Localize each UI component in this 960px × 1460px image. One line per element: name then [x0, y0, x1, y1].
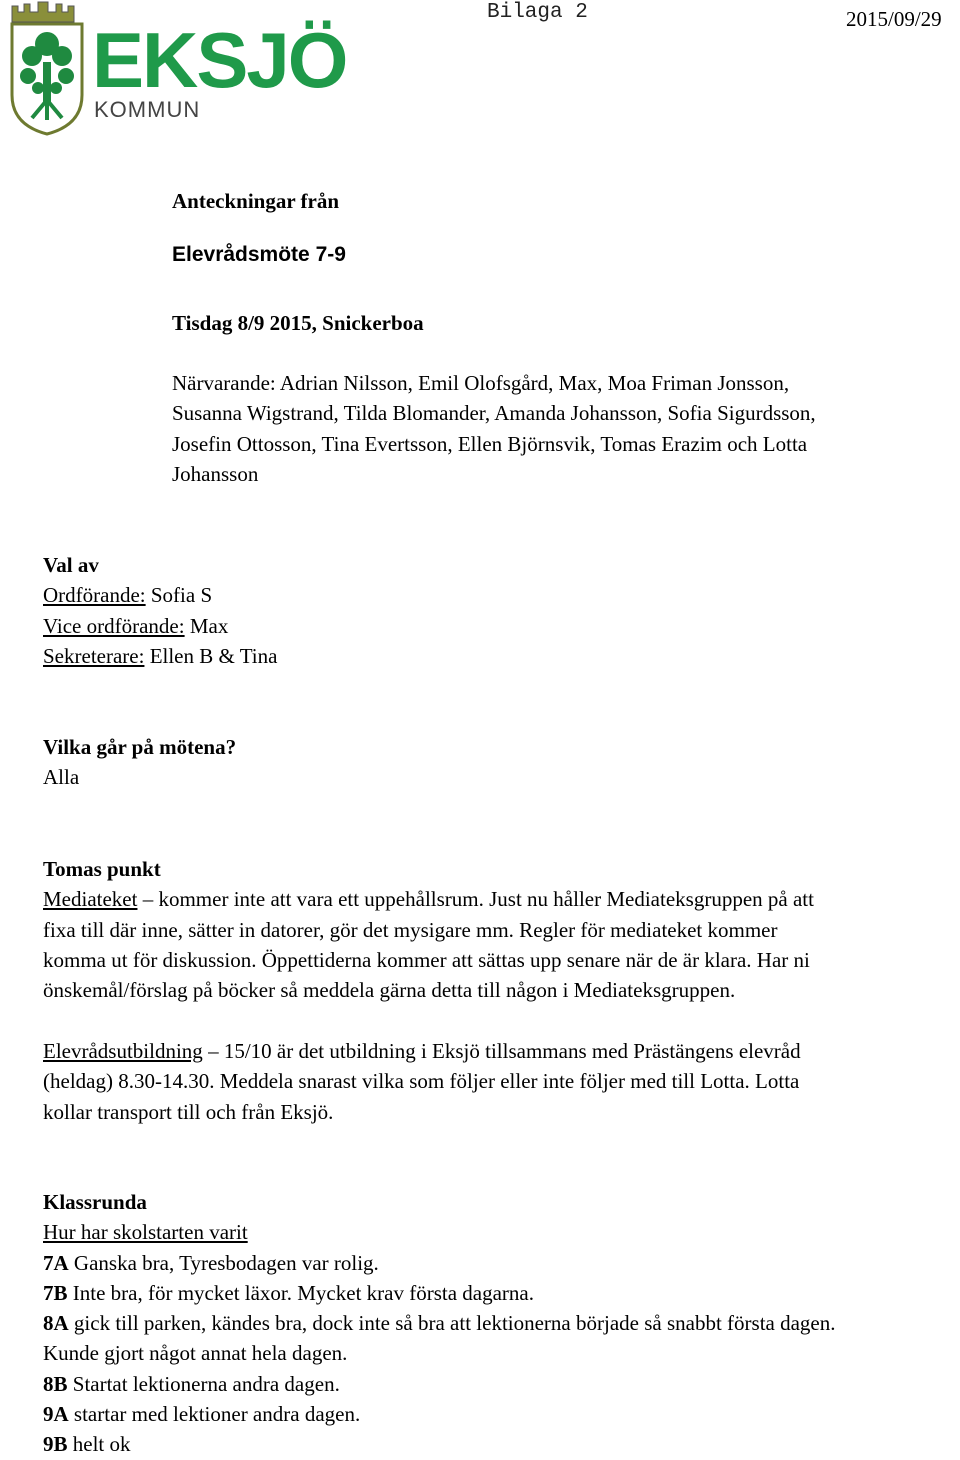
mediateket-line-1: Mediateket – kommer inte att vara ett uppehållsrum. Just nu håller Mediateksgruppen på att	[43, 887, 814, 912]
utbildning-section	[43, 1036, 953, 1127]
mediateket-line-3: komma ut för diskussion. Öppettiderna kommer att sättas upp senare när de är klara. Har ni	[43, 947, 810, 972]
attendees-line-1: Närvarande: Adrian Nilsson, Emil Olofsgård, Max, Moa Friman Jonsson,	[172, 371, 790, 395]
klassrunda-item: 8A gick till parken, kändes bra, dock inte så bra att lektionerna började så snabbt första dagen.	[43, 1311, 836, 1336]
klassrunda-item: 9A startar med lektioner andra dagen.	[43, 1402, 361, 1427]
utbildning-line-2: (heldag) 8.30-14.30. Meddela snarast vilka som följer eller inte följer med till Lotta. Lotta	[43, 1069, 800, 1094]
mediateket-label: Mediateket	[43, 887, 138, 912]
eksjo-kommun-logo	[4, 0, 347, 136]
val-heading: Val av	[43, 553, 99, 577]
heading-notes-from: Anteckningar från	[172, 189, 340, 213]
klassrunda-item: 9B helt ok	[43, 1432, 131, 1457]
tomas-heading: Tomas punkt	[43, 857, 161, 881]
attachment-label: Bilaga 2	[487, 1, 588, 24]
val-section	[43, 550, 277, 671]
klassrunda-item: 7B Inte bra, för mycket läxor. Mycket krav första dagarna.	[43, 1280, 534, 1305]
klassrunda-item: Kunde gjort något annat hela dagen.	[43, 1341, 348, 1366]
tomas-section	[43, 854, 953, 1005]
klassrunda-item: 8B Startat lektionerna andra dagen.	[43, 1371, 340, 1396]
val-row-chair: Ordförande: Sofia S	[43, 583, 213, 608]
klassrunda-question: Hur har skolstarten varit	[43, 1220, 248, 1245]
mediateket-line-2: fixa till där inne, sätter in datorer, gör det mysigare mm. Regler för mediateket kommer	[43, 917, 778, 942]
klassrunda-section	[43, 1187, 958, 1460]
attendees-line-4: Johansson	[172, 461, 259, 486]
attendees	[172, 368, 942, 489]
klassrunda-item: 7A Ganska bra, Tyresbodagen var rolig.	[43, 1250, 379, 1275]
attendees-label: Närvarande:	[172, 371, 276, 395]
utbildning-line-3: kollar transport till och från Eksjö.	[43, 1099, 334, 1124]
mediateket-line-4: önskemål/förslag på böcker så meddela gärna detta till någon i Mediateksgruppen.	[43, 978, 736, 1003]
logo-subtitle: KOMMUN	[94, 97, 201, 122]
vilka-section	[43, 732, 236, 793]
utbildning-line-1: Elevrådsutbildning – 15/10 är det utbildning i Eksjö tillsammans med Prästängens elevråd	[43, 1039, 801, 1063]
vilka-heading: Vilka går på mötena?	[43, 735, 237, 759]
heading-meeting: Elevrådsmöte 7-9	[172, 243, 346, 266]
document-date: 2015/09/29	[846, 7, 942, 31]
attendees-line-3: Josefin Ottosson, Tina Evertsson, Ellen Björnsvik, Tomas Erazim och Lotta	[172, 431, 808, 456]
val-row-vice-chair: Vice ordförande: Max	[43, 613, 229, 638]
logo-wordmark: EKSJÖ	[92, 16, 347, 104]
klassrunda-heading: Klassrunda	[43, 1190, 147, 1214]
vilka-answer: Alla	[43, 765, 80, 790]
attendees-line-2: Susanna Wigstrand, Tilda Blomander, Amanda Johansson, Sofia Sigurdsson,	[172, 401, 816, 426]
utbildning-label: Elevrådsutbildning	[43, 1039, 203, 1063]
heading-date-place: Tisdag 8/9 2015, Snickerboa	[172, 311, 424, 335]
val-row-secretary: Sekreterare: Ellen B & Tina	[43, 643, 278, 668]
